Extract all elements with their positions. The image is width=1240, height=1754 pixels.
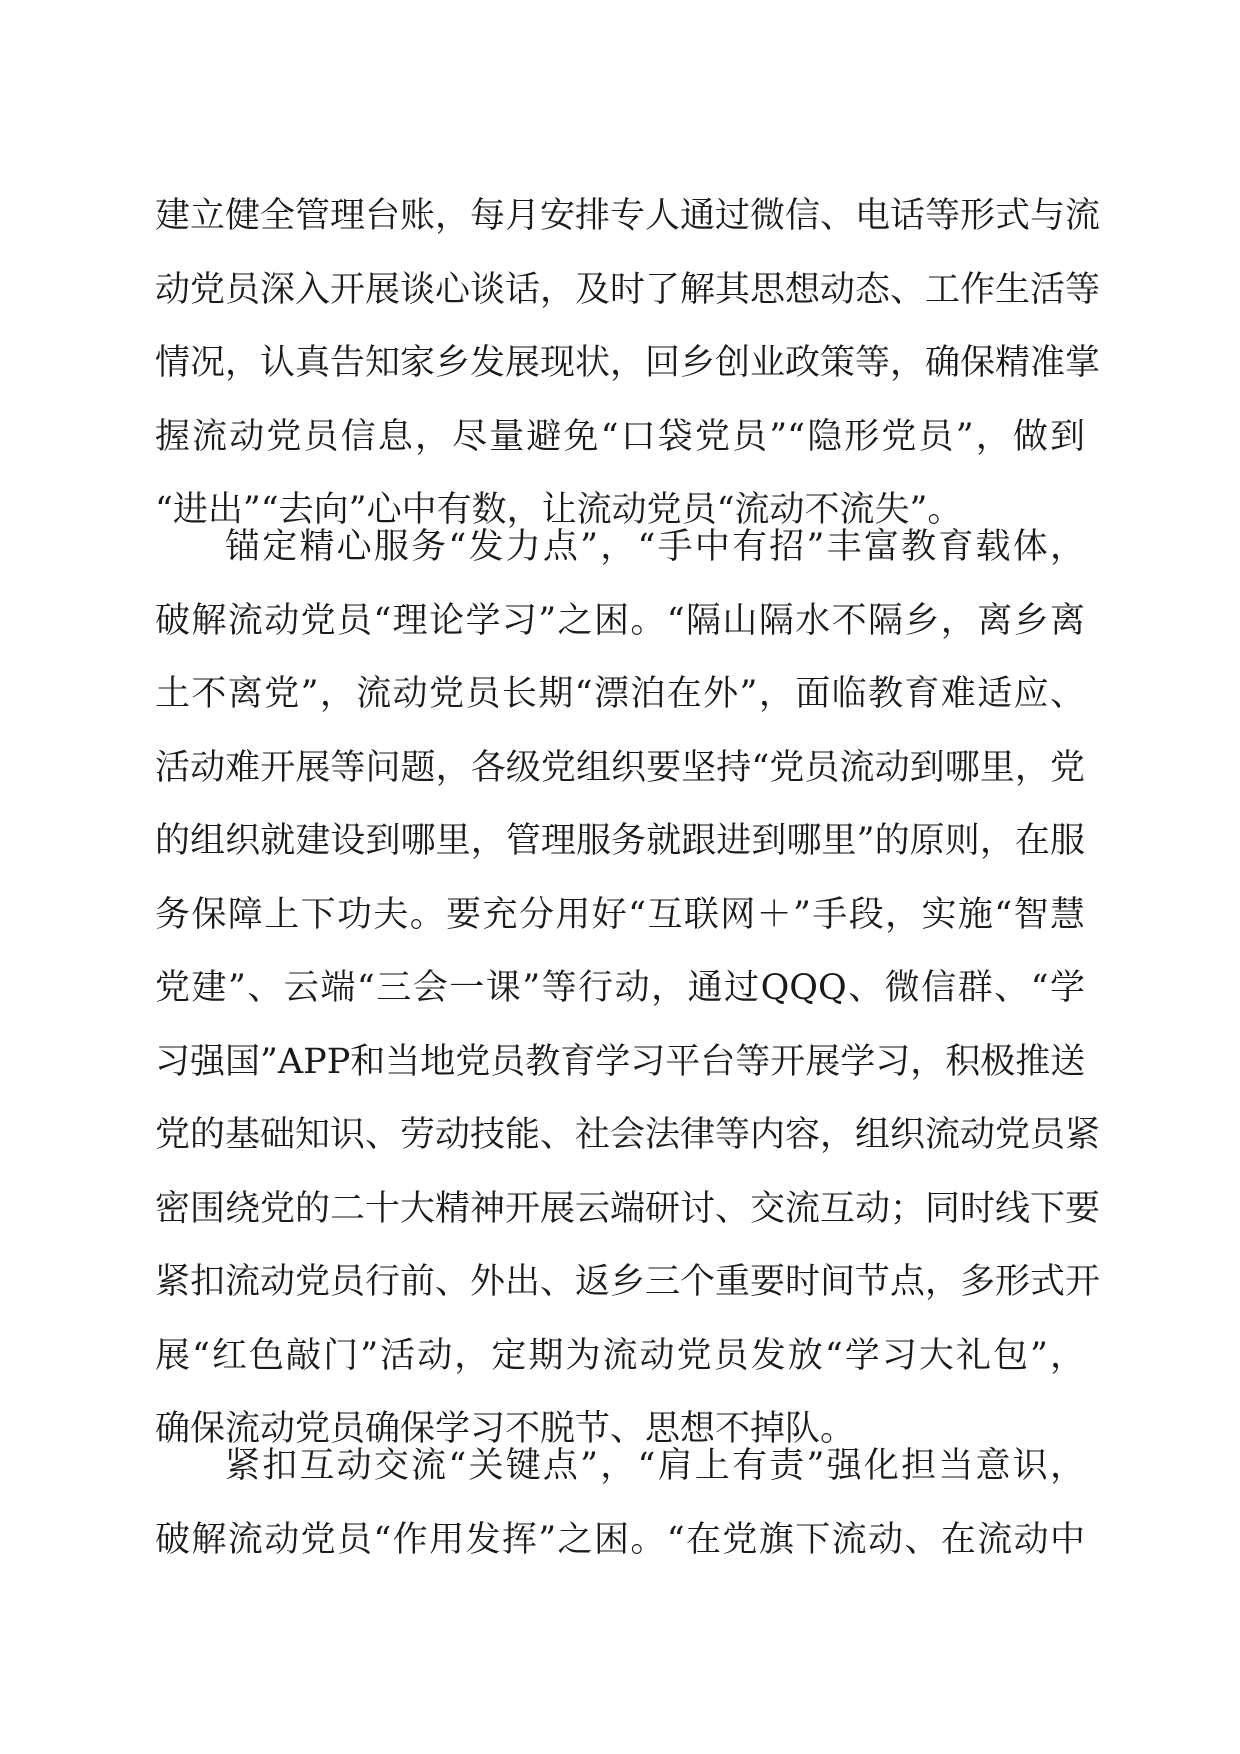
paragraph-line: 破解流动党员“理论学习”之困。“隔山隔水不隔乡，离乡离 [155,600,1085,641]
paragraph-line: 务保障上下功夫。要充分用好“互联网＋”手段，实施“智慧 [155,894,1085,935]
paragraph-line: 土不离党”，流动党员长期“漂泊在外”，面临教育难适应、 [155,674,1085,714]
paragraph-line: 紧扣互动交流“关键点”，“肩上有责”强化担当意识， [225,1446,1085,1486]
paragraph-line: 习强国”APP和当地党员教育学习平台等开展学习，积极推送 [155,1041,1086,1082]
paragraph-line: 确保流动党员确保学习不脱节、思想不掉队。 [155,1409,856,1449]
paragraph-2 [155,511,1101,1467]
paragraph-line: 的组织就建设到哪里，管理服务就跟进到哪里”的原则，在服 [155,821,1085,861]
paragraph-line: 握流动党员信息，尽量避免“口袋党员”“隐形党员”，做到 [155,416,1085,457]
paragraph-line: 锚定精心服务“发力点”，“手中有招”丰富教育载体， [225,527,1085,567]
paragraph-1 [155,180,1101,548]
paragraph-3 [155,1430,1085,1577]
paragraph-line: 活动难开展等问题，各级党组织要坚持“党员流动到哪里，党 [155,747,1085,788]
paragraph-line: 情况，认真告知家乡发展现状，回乡创业政策等，确保精准掌 [155,343,1101,383]
paragraph-line: 破解流动党员“作用发挥”之困。“在党旗下流动、在流动中 [155,1519,1085,1560]
paragraph-line: 党建”、云端“三会一课”等行动，通过QQQ、微信群、“学 [155,968,1085,1008]
paragraph-line: 紧扣流动党员行前、外出、返乡三个重要时间节点，多形式开 [155,1262,1101,1302]
paragraph-line: 建立健全管理台账，每月安排专人通过微信、电话等形式与流 [155,196,1101,236]
paragraph-line: 展“红色敲门”活动，定期为流动党员发放“学习大礼包”， [155,1335,1085,1376]
paragraph-line: 动党员深入开展谈心谈话，及时了解其思想动态、工作生活等 [155,269,1101,310]
paragraph-line: 党的基础知识、劳动技能、社会法律等内容，组织流动党员紧 [155,1115,1101,1155]
paragraph-line: “进出”“去向”心中有数，让流动党员“流动不流失”。 [155,490,963,530]
paragraph-line: 密围绕党的二十大精神开展云端研讨、交流互动；同时线下要 [155,1188,1101,1229]
